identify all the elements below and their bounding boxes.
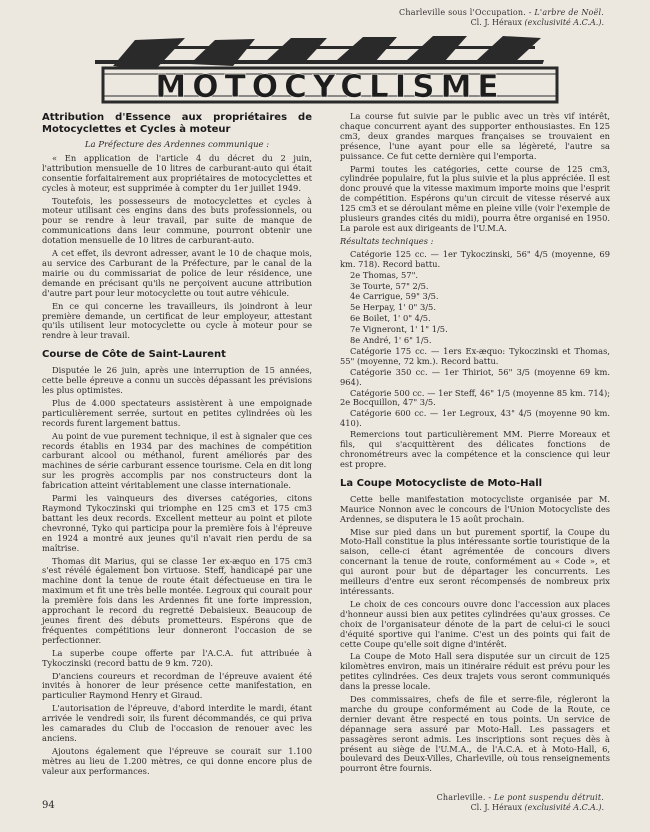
paragraph: La superbe coupe offerte par l'A.C.A. fut attribuée à Tykoczinski (record battu de 9 km. 720).	[42, 647, 312, 668]
caption-top-place: Charleville sous l'Occupation. -	[399, 8, 532, 17]
result-line: 8e André, 1' 6" 1/5.	[350, 335, 432, 346]
result-line: Catégorie 125 cc. — 1er Tykoczinski, 56" 4/5 (moyenne, 69 km. 718). Record battu.	[340, 248, 610, 269]
paragraph: Cette belle manifestation motocycliste organisée par M. Maurice Nonnon avec le concours de l'Union Motocycliste des Ardennes, se disputera le 15 août prochain.	[340, 493, 610, 524]
paragraph: L'autorisation de l'épreuve, d'abord interdite le mardi, étant arrivée le vendredi soir, ils furent décommandés, ce qui priva les camarades du Club de l'occasion de renouer avec les anciens.	[42, 703, 312, 743]
left-column	[42, 112, 312, 780]
caption-top-exclusive: (exclusivité A.C.A.).	[524, 18, 604, 27]
paragraph: Thomas dit Marius, qui se classe 1er ex-æquo en 175 cm3 s'est révélé également bon virtuose. Steff, handicapé par une machine dont la tenue de route était défectueuse en tira le maximum et fit une très belle montée. Legroux qui courait pour la première fois dans les Ardennes fit une forte impression, approchant le record du regretté Debaisieux. Beaucoup de jeunes firent des débuts prometteurs. Espérons que de fréquentes compétitions leur donneront l'occasion de se perfectionner.	[42, 555, 312, 645]
article-moto-hall-title: La Coupe Motocycliste de Moto-Hall	[340, 477, 543, 489]
result-line: 7e Vigneront, 1' 1" 1/5.	[350, 324, 448, 335]
paragraph: Parmi toutes les catégories, cette course de 125 cm3, cylindrée populaire, fut la plus suivie et la plus appréciée. Il est donc prouvé que la vitesse maximum importe moins que l'esprit de compétition. Espérons qu'un circuit de vitesse réservé aux 125 cm3 et se déroulant même en pleine ville (voir l'exemple de plusieurs grandes cités du midi), pourra être organisé en 1950. La parole est aux dirigeants de l'U.M.A.	[340, 163, 610, 233]
result-line: Catégorie 500 cc. — 1er Steff, 46" 1/5 (moyenne 85 km. 714); 2e Bocquillon, 47" 3/5.	[340, 387, 610, 408]
article-saint-laurent-title: Course de Côte de Saint-Laurent	[42, 349, 226, 361]
result-line: 5e Herpay, 1' 0" 3/5.	[350, 302, 436, 313]
right-column	[340, 112, 610, 777]
banner-title: MOTOCYCLISME	[155, 69, 505, 105]
photo-caption-bottom	[437, 793, 604, 813]
caption-bottom-credit: Cl. J. Héraux	[470, 803, 522, 812]
paragraph: D'anciens coureurs et recordman de l'épreuve avaient été invités à honorer de leur présence cette manifestation, en particulier Raymond Henry et Giraud.	[42, 670, 312, 701]
result-line: Catégorie 175 cc. — 1ers Ex-æquo: Tykoczinski et Thomas, 55" (moyenne, 72 km.). Record battu.	[340, 345, 610, 366]
result-line: Catégorie 350 cc. — 1er Thiriot, 56" 3/5 (moyenne 69 km. 964).	[340, 366, 610, 387]
caption-bottom-subject: Le pont suspendu détruit.	[494, 793, 604, 802]
paragraph: Des commissaires, chefs de file et serre-file, régleront la marche du groupe conformément au Code de la Route, ce dernier devant être respecté en tous points. Un service de dépannage sera assuré par Moto-Hall. Les passagers et passagères seront admis. Les inscriptions sont reçues dès à présent au siège de l'U.M.A., de l'A.C.A. et à Moto-Hall, 6, boulevard des Deux-Villes, Charleville, où tous renseignements pourront être fournis.	[340, 694, 610, 774]
paragraph: Toutefois, les possesseurs de motocyclettes et cycles à moteur utilisant ces engins dans des buts professionnels, ou pour se rendre à leur travail, par suite de manque de communications dans leur commune, pourront obtenir une dotation mensuelle de 10 litres de carburant-auto.	[42, 195, 312, 246]
paragraph: « En application de l'article 4 du décret du 2 juin, l'attribution mensuelle de 10 litres de carburant-auto qui était consentie forfaitairement aux propriétaires de motocyclettes et cycles à moteur, est supprimée à compter du 1er juillet 1949.	[42, 152, 312, 193]
result-line: 3e Tourte, 57" 2/5.	[350, 280, 429, 291]
paragraph: Plus de 4.000 spectateurs assistèrent à une empoignade particulièrement serrée, surtout en petites cylindrées où les records furent largement battus.	[42, 397, 312, 428]
caption-bottom-exclusive: (exclusivité A.C.A.).	[524, 803, 604, 812]
result-line: 6e Boilet, 1' 0" 4/5.	[350, 313, 431, 324]
paragraph: En ce qui concerne les travailleurs, ils joindront à leur première demande, un certificat de leur employeur, attestant qu'ils utilisent leur motocyclette ou cycle à moteur pour se rendre à leur travail.	[42, 300, 312, 341]
article-fuel-title: Attribution d'Essence aux propriétaires de Motocyclettes et Cycles à moteur	[42, 112, 312, 135]
page-number: 94	[42, 800, 55, 811]
photo-caption-top	[399, 8, 604, 28]
caption-top-subject: L'arbre de Noël.	[534, 8, 604, 17]
result-line: Catégorie 600 cc. — 1er Legroux, 43" 4/5 (moyenne 90 km. 410).	[340, 408, 610, 429]
paragraph: Le choix de ces concours ouvre donc l'accession aux places d'honneur aussi bien aux petites cylindrées qu'aux grosses. Ce choix de l'organisateur dénote de la part de celui-ci le souci d'équité sportive qui l'anime. C'est un des points qui fait de cette Coupe qu'elle soit digne d'intérêt.	[340, 598, 610, 649]
result-line: 2e Thomas, 57".	[350, 269, 419, 280]
paragraph: A cet effet, ils devront adresser, avant le 10 de chaque mois, au service des Carburant de la Préfecture, par le canal de la mairie ou du commissariat de police de leur résidence, une demande en précisant qu'ils ne perçoivent aucune attribution d'autre part pour leur motocyclette ou tout autre véhicule.	[42, 248, 312, 298]
article-fuel-subtitle: La Préfecture des Ardennes communique :	[84, 140, 270, 150]
paragraph: La course fut suivie par le public avec un très vif intérêt, chaque concurrent ayant des supporter enthousiastes. En 125 cm3, deux grandes marques françaises se trouvaient en présence, l'une ayant pour elle sa légèreté, l'autre sa puissance. Ce fut cette dernière qui l'emporta.	[340, 111, 610, 161]
banner-motorcycle-logo	[95, 36, 544, 70]
paragraph: Mise sur pied dans un but purement sportif, la Coupe du Moto-Hall constitue la plus intéressante sortie touristique de la saison, celle-ci étant agrémentée de concours divers concernant la tenue de route, conformément au « Code », et qui auront pour but de départager les concurrents. Les meilleurs d'entre eux seront récompensés de nombreux prix intéressants.	[340, 526, 610, 596]
result-line: 4e Carrigue, 59" 3/5.	[350, 291, 439, 302]
motocyclisme-banner	[95, 30, 565, 112]
paragraph: Parmi les vainqueurs des diverses catégories, citons Raymond Tykoczinski qui triomphe en 125 cm3 et 175 cm3 battant les deux records. Excellent metteur au point et pilote chevronné, Tyko qui participa pour la première fois à l'épreuve en 1924 a montré aux jeunes qu'il n'avait rien perdu de sa maîtrise.	[42, 493, 312, 553]
paragraph: Remercions tout particulièrement MM. Pierre Moreaux et fils, qui s'acquittèrent des délicates fonctions de chronométreurs avec la compétence et la conscience qui leur est propre.	[340, 429, 610, 469]
results-heading: Résultats techniques :	[340, 235, 434, 246]
caption-top-credit: Cl. J. Héraux	[470, 18, 522, 27]
caption-bottom-place: Charleville. -	[436, 793, 492, 802]
paragraph: Au point de vue purement technique, il est à signaler que ces records établis en 1934 par des machines de compétition carburant alcool ou méthanol, furent améliorés par des machines de série carburant essence tourisme. Cela en dit long sur les progrès accomplis par nos constructeurs dont la fabrication atteint véritablement une classe internationale.	[42, 430, 312, 491]
paragraph: Ajoutons également que l'épreuve se courait sur 1.100 mètres au lieu de 1.200 mètres, ce qui donne encore plus de valeur aux performances.	[42, 745, 312, 776]
paragraph: La Coupe de Moto Hall sera disputée sur un circuit de 125 kilomètres environ, mais un itinéraire réduit est prévu pour les petites cylindrées. Ces deux trajets vous seront communiqués dans la presse locale.	[340, 651, 610, 692]
paragraph: Disputée le 26 juin, après une interruption de 15 années, cette belle épreuve a connu un succès dépassant les prévisions les plus optimistes.	[42, 365, 312, 396]
